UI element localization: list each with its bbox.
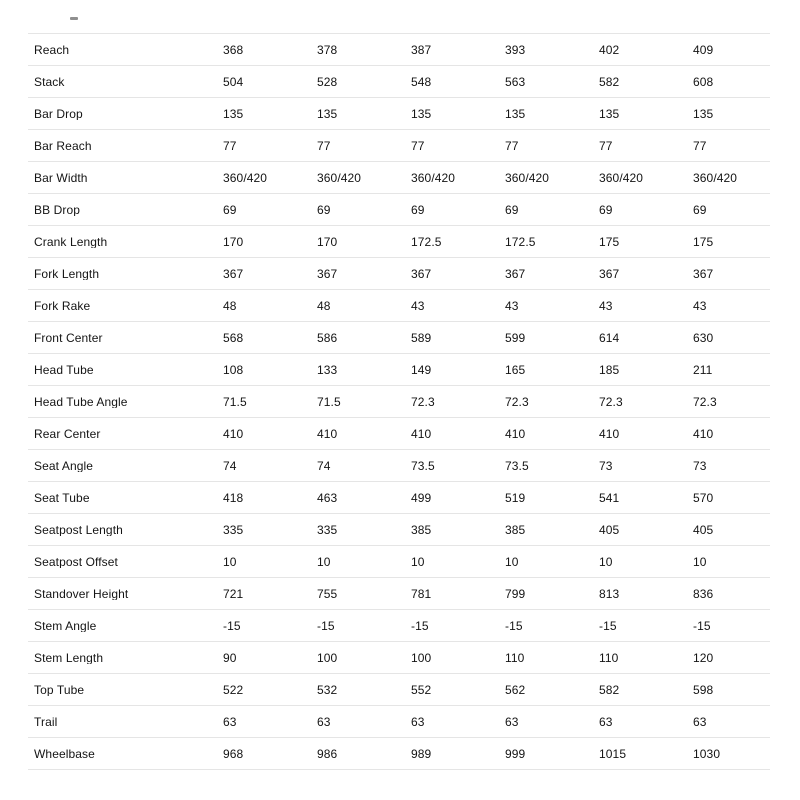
row-value: 43 [693, 299, 707, 312]
row-value: 409 [693, 43, 714, 56]
row-value: 335 [317, 523, 338, 536]
row-label: Stack [34, 75, 65, 88]
row-value: 72.3 [411, 395, 435, 408]
row-label: Fork Length [34, 267, 100, 280]
row-value: 73.5 [411, 459, 435, 472]
row-value: 360/420 [505, 171, 550, 184]
row-value: 72.3 [505, 395, 529, 408]
row-value: 385 [505, 523, 526, 536]
geometry-table [28, 33, 770, 770]
row-value: 410 [693, 427, 714, 440]
table-row [28, 417, 770, 449]
row-value: 410 [599, 427, 620, 440]
table-row [28, 65, 770, 97]
row-value: 172.5 [505, 235, 536, 248]
row-value: -15 [599, 619, 617, 632]
row-value: 410 [505, 427, 526, 440]
row-label: Stem Length [34, 651, 104, 664]
table-row [28, 705, 770, 737]
row-label: Crank Length [34, 235, 108, 248]
row-value: 528 [317, 75, 338, 88]
row-value: 532 [317, 683, 338, 696]
row-value: 170 [317, 235, 338, 248]
row-value: 367 [411, 267, 432, 280]
row-value: 721 [223, 587, 244, 600]
row-value: 781 [411, 587, 432, 600]
row-value: 77 [599, 139, 613, 152]
row-value: -15 [411, 619, 429, 632]
row-value: 836 [693, 587, 714, 600]
row-label: Wheelbase [34, 747, 95, 760]
row-value: 43 [411, 299, 425, 312]
row-value: 405 [693, 523, 714, 536]
row-value: 614 [599, 331, 620, 344]
row-value: 63 [693, 715, 707, 728]
row-value: 77 [693, 139, 707, 152]
table-row [28, 161, 770, 193]
row-value: 120 [693, 651, 714, 664]
row-value: 552 [411, 683, 432, 696]
row-value: 48 [317, 299, 331, 312]
row-value: 541 [599, 491, 620, 504]
row-value: 367 [317, 267, 338, 280]
row-value: 378 [317, 43, 338, 56]
row-value: 71.5 [223, 395, 247, 408]
row-value: -15 [693, 619, 711, 632]
row-value: 72.3 [693, 395, 717, 408]
table-row [28, 129, 770, 161]
row-value: 367 [599, 267, 620, 280]
row-label: Bar Reach [34, 139, 92, 152]
row-label: BB Drop [34, 203, 81, 216]
table-row [28, 673, 770, 705]
row-value: 813 [599, 587, 620, 600]
row-value: 69 [411, 203, 425, 216]
row-value: 63 [599, 715, 613, 728]
row-value: 989 [411, 747, 432, 760]
row-label: Seat Tube [34, 491, 90, 504]
row-value: 568 [223, 331, 244, 344]
row-value: 77 [411, 139, 425, 152]
row-value: 360/420 [599, 171, 644, 184]
row-value: 73 [599, 459, 613, 472]
row-value: 63 [317, 715, 331, 728]
row-value: 10 [317, 555, 331, 568]
row-value: 405 [599, 523, 620, 536]
row-value: 10 [223, 555, 237, 568]
table-row [28, 225, 770, 257]
row-value: 367 [505, 267, 526, 280]
tiny-dash-mark [70, 17, 78, 20]
row-value: 608 [693, 75, 714, 88]
row-value: 133 [317, 363, 338, 376]
table-row [28, 609, 770, 641]
row-value: 10 [693, 555, 707, 568]
row-value: 385 [411, 523, 432, 536]
row-label: Front Center [34, 331, 103, 344]
table-row [28, 577, 770, 609]
row-label: Bar Width [34, 171, 88, 184]
row-value: 999 [505, 747, 526, 760]
row-label: Stem Angle [34, 619, 97, 632]
row-label: Rear Center [34, 427, 101, 440]
row-value: 185 [599, 363, 620, 376]
row-label: Trail [34, 715, 58, 728]
row-value: 69 [317, 203, 331, 216]
row-value: 599 [505, 331, 526, 344]
row-value: 562 [505, 683, 526, 696]
row-label: Standover Height [34, 587, 129, 600]
row-value: 393 [505, 43, 526, 56]
row-value: 504 [223, 75, 244, 88]
table-row [28, 33, 770, 65]
row-value: 100 [411, 651, 432, 664]
geometry-table-body [28, 33, 770, 769]
row-value: 570 [693, 491, 714, 504]
row-value: 968 [223, 747, 244, 760]
table-row [28, 449, 770, 481]
row-value: 589 [411, 331, 432, 344]
row-value: 360/420 [693, 171, 738, 184]
row-value: 368 [223, 43, 244, 56]
row-value: 360/420 [411, 171, 456, 184]
row-value: 69 [223, 203, 237, 216]
row-value: 77 [317, 139, 331, 152]
row-label: Head Tube [34, 363, 94, 376]
row-value: 135 [317, 107, 338, 120]
row-value: 63 [505, 715, 519, 728]
row-value: 108 [223, 363, 244, 376]
row-value: 71.5 [317, 395, 341, 408]
row-value: 986 [317, 747, 338, 760]
row-value: 69 [693, 203, 707, 216]
row-value: 175 [599, 235, 620, 248]
row-value: 463 [317, 491, 338, 504]
row-value: 77 [223, 139, 237, 152]
row-value: 367 [693, 267, 714, 280]
row-label: Seatpost Offset [34, 555, 118, 568]
table-row [28, 641, 770, 673]
row-value: 598 [693, 683, 714, 696]
row-value: 563 [505, 75, 526, 88]
row-value: 43 [599, 299, 613, 312]
row-value: 410 [223, 427, 244, 440]
table-row [28, 481, 770, 513]
row-value: 69 [599, 203, 613, 216]
row-value: 367 [223, 267, 244, 280]
row-label: Top Tube [34, 683, 85, 696]
row-value: 755 [317, 587, 338, 600]
row-value: 69 [505, 203, 519, 216]
row-value: 135 [599, 107, 620, 120]
row-label: Head Tube Angle [34, 395, 128, 408]
row-value: -15 [223, 619, 241, 632]
row-value: 519 [505, 491, 526, 504]
row-value: 165 [505, 363, 526, 376]
row-value: 135 [411, 107, 432, 120]
row-value: 72.3 [599, 395, 623, 408]
row-value: -15 [505, 619, 523, 632]
row-value: 548 [411, 75, 432, 88]
row-value: 43 [505, 299, 519, 312]
row-label: Seat Angle [34, 459, 94, 472]
table-row [28, 353, 770, 385]
row-value: 335 [223, 523, 244, 536]
row-value: 48 [223, 299, 237, 312]
row-value: 175 [693, 235, 714, 248]
row-value: 586 [317, 331, 338, 344]
row-value: 73.5 [505, 459, 529, 472]
table-row [28, 321, 770, 353]
row-value: 135 [693, 107, 714, 120]
row-value: 582 [599, 683, 620, 696]
row-value: 630 [693, 331, 714, 344]
table-row [28, 289, 770, 321]
row-value: -15 [317, 619, 335, 632]
row-value: 74 [317, 459, 331, 472]
row-value: 149 [411, 363, 432, 376]
row-value: 73 [693, 459, 707, 472]
row-label: Fork Rake [34, 299, 91, 312]
row-value: 135 [505, 107, 526, 120]
row-value: 10 [599, 555, 613, 568]
row-value: 110 [599, 651, 619, 664]
row-label: Reach [34, 43, 70, 56]
row-value: 360/420 [317, 171, 362, 184]
row-value: 74 [223, 459, 237, 472]
row-value: 499 [411, 491, 432, 504]
table-row [28, 193, 770, 225]
row-value: 418 [223, 491, 244, 504]
table-row [28, 545, 770, 577]
row-value: 522 [223, 683, 244, 696]
row-value: 172.5 [411, 235, 442, 248]
row-label: Seatpost Length [34, 523, 123, 536]
row-value: 211 [693, 363, 713, 376]
row-value: 799 [505, 587, 526, 600]
row-value: 100 [317, 651, 338, 664]
table-row [28, 737, 770, 769]
table-row [28, 257, 770, 289]
row-value: 410 [411, 427, 432, 440]
row-value: 10 [505, 555, 519, 568]
row-value: 410 [317, 427, 338, 440]
row-value: 135 [223, 107, 244, 120]
row-value: 1030 [693, 747, 721, 760]
row-value: 63 [223, 715, 237, 728]
table-row [28, 513, 770, 545]
row-value: 170 [223, 235, 244, 248]
row-value: 10 [411, 555, 425, 568]
row-value: 90 [223, 651, 237, 664]
row-value: 110 [505, 651, 525, 664]
row-label: Bar Drop [34, 107, 83, 120]
row-value: 1015 [599, 747, 627, 760]
row-value: 77 [505, 139, 519, 152]
table-row [28, 97, 770, 129]
row-value: 402 [599, 43, 620, 56]
row-value: 360/420 [223, 171, 268, 184]
row-value: 387 [411, 43, 432, 56]
table-row [28, 385, 770, 417]
row-value: 582 [599, 75, 620, 88]
row-value: 63 [411, 715, 425, 728]
